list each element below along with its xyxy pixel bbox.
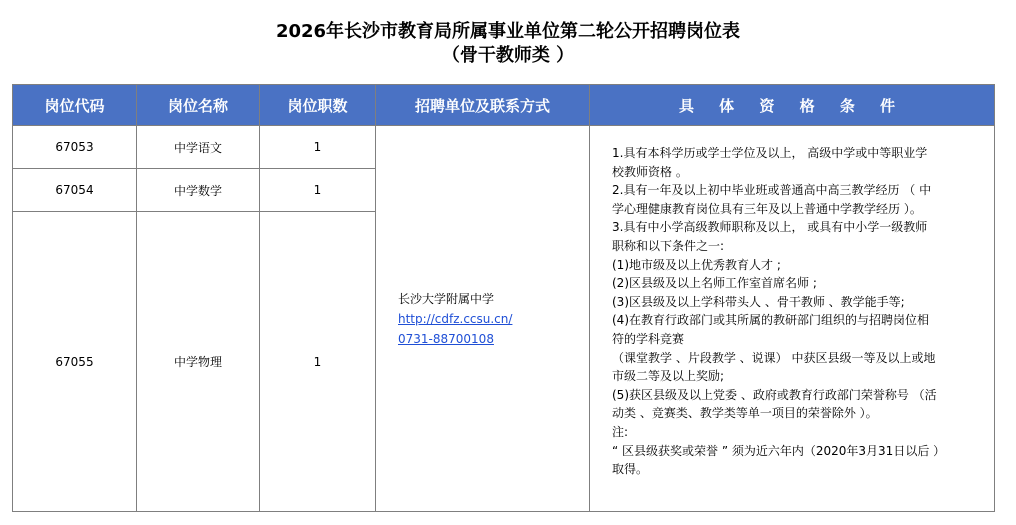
requirement-line: 注:	[612, 424, 629, 439]
job-code: 67054	[13, 169, 137, 212]
requirement-line: 2.具有一年及以上初中毕业班或普通高中高三教学经历 （ 中	[612, 183, 932, 198]
requirement-line: (1)地市级及以上优秀教育人才 ;	[612, 257, 781, 272]
table-row	[13, 126, 995, 169]
header-name: 岗位名称	[137, 85, 260, 126]
header-code: 岗位代码	[13, 85, 137, 126]
requirement-line: 职称和以下条件之一:	[612, 238, 725, 253]
unit-website-link[interactable]: http://cdfz.ccsu.cn/	[398, 311, 513, 326]
requirement-line: 校教师资格 。	[612, 164, 688, 179]
requirement-line: 市级二等及以上奖励;	[612, 369, 725, 384]
requirement-line: 取得。	[612, 462, 649, 477]
page-subtitle: （骨干教师类 ）	[441, 45, 575, 66]
requirement-line: “ 区县级获奖或荣誉 ” 须为近六年内（2020年3月31日以后 ）	[612, 443, 946, 458]
page-header	[0, 0, 1016, 68]
recruiting-unit-cell	[376, 126, 590, 512]
table-header-row	[13, 85, 995, 126]
requirement-line: （课堂教学 、片段教学 、说课） 中获区县级一等及以上或地	[612, 350, 936, 365]
job-count: 1	[260, 169, 376, 212]
job-code: 67055	[13, 212, 137, 512]
unit-phone-link[interactable]: 0731-88700108	[398, 331, 494, 346]
header-unit: 招聘单位及联系方式	[376, 85, 590, 126]
requirement-line: 3.具有中小学高级教师职称及以上， 或具有中小学一级教师	[612, 220, 928, 235]
job-name: 中学语文	[137, 126, 260, 169]
requirement-line: 1.具有本科学历或学士学位及以上， 高级中学或中等职业学	[612, 146, 928, 160]
header-requirements: 具 体 资 格 条 件	[590, 85, 995, 126]
requirement-line: (3)区县级及以上学科带头人 、骨干教师 、教学能手等;	[612, 294, 905, 309]
requirement-line: 学心理健康教育岗位具有三年及以上普通中学教学经历 ）。	[612, 201, 922, 216]
header-count: 岗位职数	[260, 85, 376, 126]
requirement-line: 符的学科竞赛	[612, 331, 685, 346]
job-count: 1	[260, 126, 376, 169]
job-count: 1	[260, 212, 376, 512]
requirement-line: (2)区县级及以上名师工作室首席名师 ;	[612, 276, 817, 291]
requirements-cell	[590, 126, 995, 512]
job-name: 中学数学	[137, 169, 260, 212]
requirement-line: 动类 、竞赛类、教学类等单一项目的荣誉除外 ）。	[612, 406, 878, 421]
job-table	[12, 84, 995, 512]
page-title: 2026年长沙市教育局所属事业单位第二轮公开招聘岗位表	[275, 21, 741, 42]
job-name: 中学物理	[137, 212, 260, 512]
job-code: 67053	[13, 126, 137, 169]
requirement-line: (5)获区县级及以上党委 、政府或教育行政部门荣誉称号 （活	[612, 387, 937, 402]
requirement-line: (4)在教育行政部门或其所属的教研部门组织的与招聘岗位相	[612, 313, 930, 328]
unit-name: 长沙大学附属中学	[398, 291, 495, 306]
